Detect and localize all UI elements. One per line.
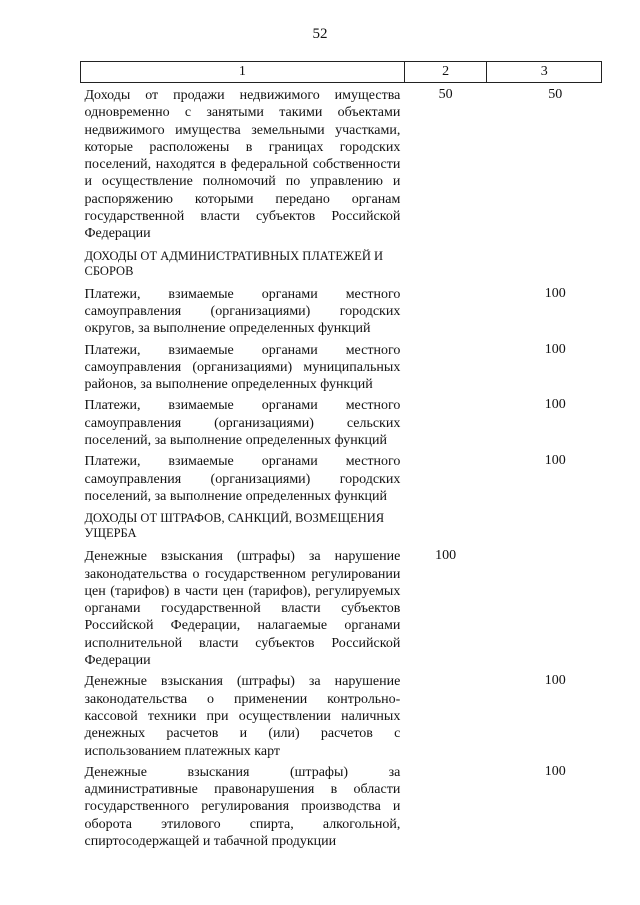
row-value-col3: 100 (544, 285, 566, 301)
row-description: Платежи, взимаемые органами местного самоуправления (организациями) городских округов, за выполнение определенных функций (84, 286, 401, 337)
row-value-col3: 100 (544, 453, 566, 469)
row-value-col2 (404, 505, 487, 544)
row-value-col2 (404, 760, 487, 850)
row-value-col2: 50 (438, 87, 453, 102)
row-description: Платежи, взимаемые органами местного самоуправления (организациями) городских поселений, за выполнение определенных функций (84, 454, 401, 504)
row-value-col3: 100 (544, 763, 566, 779)
row-value-col2 (404, 243, 487, 282)
section-heading: ДОХОДЫ ОТ АДМИНИСТРАТИВНЫХ ПЛАТЕЖЕЙ И СБОРОВ (84, 248, 384, 278)
row-value-col2 (404, 393, 487, 449)
table-row (81, 282, 602, 338)
row-value-col3 (487, 243, 602, 282)
section-heading-row (81, 243, 602, 282)
row-description: Денежные взыскания (штрафы) за административные правонарушения в области государственного регулирования производства и оборота этилового спирта, алкогольной, спиртосодержащей и табачной продукции (84, 764, 401, 849)
row-value-col3: 100 (544, 397, 566, 413)
section-heading-row (81, 505, 602, 544)
table-row (81, 669, 602, 759)
row-value-col3 (487, 544, 602, 669)
row-value-col3: 100 (544, 673, 566, 689)
row-value-col2 (404, 669, 487, 759)
row-description: Денежные взыскания (штрафы) за нарушение законодательства о государственном регулировании цен (тарифов) в части цен (тарифов), регулируемых органами государственной власти субъектов Российской Федерации, налагаемые органами исполнительной власти субъектов Российской Федерации (84, 549, 401, 669)
row-description: Доходы от продажи недвижимого имущества одновременно с занятыми такими объектами недвижимого имущества земельными участками, которые расположены в границах городских поселений, находятся в федеральной собственности и осуществление полномочий по управлению и распоряжению которыми передано органам государственной власти субъектов Российской Федерации (84, 88, 401, 242)
row-value-col2 (404, 338, 487, 394)
row-value-col3 (487, 505, 602, 544)
row-value-col3: 50 (548, 87, 563, 102)
page-number: 52 (312, 26, 328, 42)
row-description: Платежи, взимаемые органами местного самоуправления (организациями) сельских поселений, за выполнение определенных функций (84, 398, 401, 449)
row-description: Денежные взыскания (штрафы) за нарушение законодательства о применении контрольно-кассовой техники при осуществлении наличных денежных расчетов и (или) расчетов с использованием платежных карт (84, 674, 401, 759)
table-header-row (81, 62, 602, 83)
row-value-col2: 100 (435, 548, 457, 564)
column-header-2: 2 (404, 62, 487, 83)
table-row (81, 760, 602, 850)
table-row (81, 544, 602, 669)
row-value-col2 (404, 449, 487, 505)
table-row (81, 449, 602, 505)
budget-table (80, 61, 602, 850)
section-heading: ДОХОДЫ ОТ ШТРАФОВ, САНКЦИЙ, ВОЗМЕЩЕНИЯ УЩЕРБА (84, 511, 385, 541)
row-value-col3: 100 (544, 341, 566, 357)
column-header-3: 3 (487, 62, 602, 83)
table-row (81, 83, 602, 243)
table-row (81, 338, 602, 394)
row-description: Платежи, взимаемые органами местного самоуправления (организациями) муниципальных районов, за выполнение определенных функций (84, 342, 401, 393)
row-value-col2 (404, 282, 487, 338)
column-header-1: 1 (81, 62, 405, 83)
table-row (81, 393, 602, 449)
